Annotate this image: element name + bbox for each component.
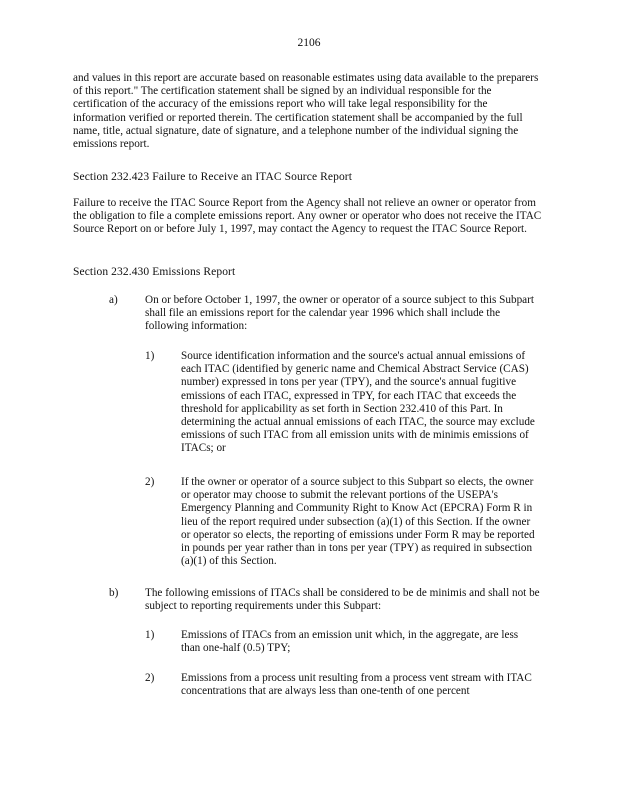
subsection-marker: a)	[109, 294, 118, 306]
subitem-text: Emissions from a process unit resulting from a process vent stream with ITAC concentrations that are always less than one-tenth of one percent	[181, 672, 532, 698]
subitem-marker: 1)	[145, 629, 155, 641]
subitem-marker: 1)	[145, 350, 155, 362]
subitem-marker: 2)	[145, 672, 155, 684]
subitem-marker: 2)	[145, 476, 155, 488]
subsection-text: The following emissions of ITACs shall be considered to be de minimis and shall not be subject to reporting requirements under this Subpart:	[145, 587, 540, 613]
page-number: 2106	[297, 37, 321, 49]
subsection-text: On or before October 1, 1997, the owner or operator of a source subject to this Subpart shall file an emissions report for the calendar year 1996 which shall include the following information:	[145, 294, 534, 333]
subitem-text: If the owner or operator of a source subject to this Subpart so elects, the owner or operator may choose to submit the relevant portions of the USEPA's Emergency Planning and Community Right to Know Act (EPCRA) Form R in lieu of the report required under subsection (a)(1) of this Section. If the owner or operator so elects, the reporting of emissions under Form R may be reported in pounds per year rather than in tons per year (TPY) as required in subsection (a)(1) of this Section.	[181, 476, 535, 568]
section-232-423-heading: Section 232.423 Failure to Receive an ITAC Source Report	[73, 171, 353, 183]
subitem-text: Source identification information and the source's actual annual emissions of each ITAC (identified by generic name and Chemical Abstract Service (CAS) number) expressed in tons per year (TPY), and the source's annual fugitive emissions of each ITAC, expressed in TPY, for each ITAC that exceeds the threshold for applicability as set forth in Section 232.410 of this Part. In determining the actual annual emissions of each ITAC, the source may exclude emissions of such ITAC from all emission units with de minimis emissions of ITACs; or	[181, 350, 535, 455]
subitem-text: Emissions of ITACs from an emission unit which, in the aggregate, are less than one-half (0.5) TPY;	[181, 629, 519, 655]
subsection-marker: b)	[109, 587, 119, 599]
section-232-430-heading: Section 232.430 Emissions Report	[73, 266, 236, 278]
intro-paragraph: and values in this report are accurate based on reasonable estimates using data available to the preparers of this report." The certification statement shall be signed by an individual responsible for the certification of the accuracy of the emissions report who will take legal responsibility for the information verified or reported therein. The certification statement shall be accompanied by the full name, title, actual signature, date of signature, and a telephone number of the individual signing the emissions report.	[73, 72, 539, 151]
section-232-423-body: Failure to receive the ITAC Source Report from the Agency shall not relieve an owner or operator from the obligation to file a complete emissions report. Any owner or operator who does not receive the ITAC Source Report on or before July 1, 1997, may contact the Agency to request the ITAC Source Report.	[73, 197, 542, 236]
